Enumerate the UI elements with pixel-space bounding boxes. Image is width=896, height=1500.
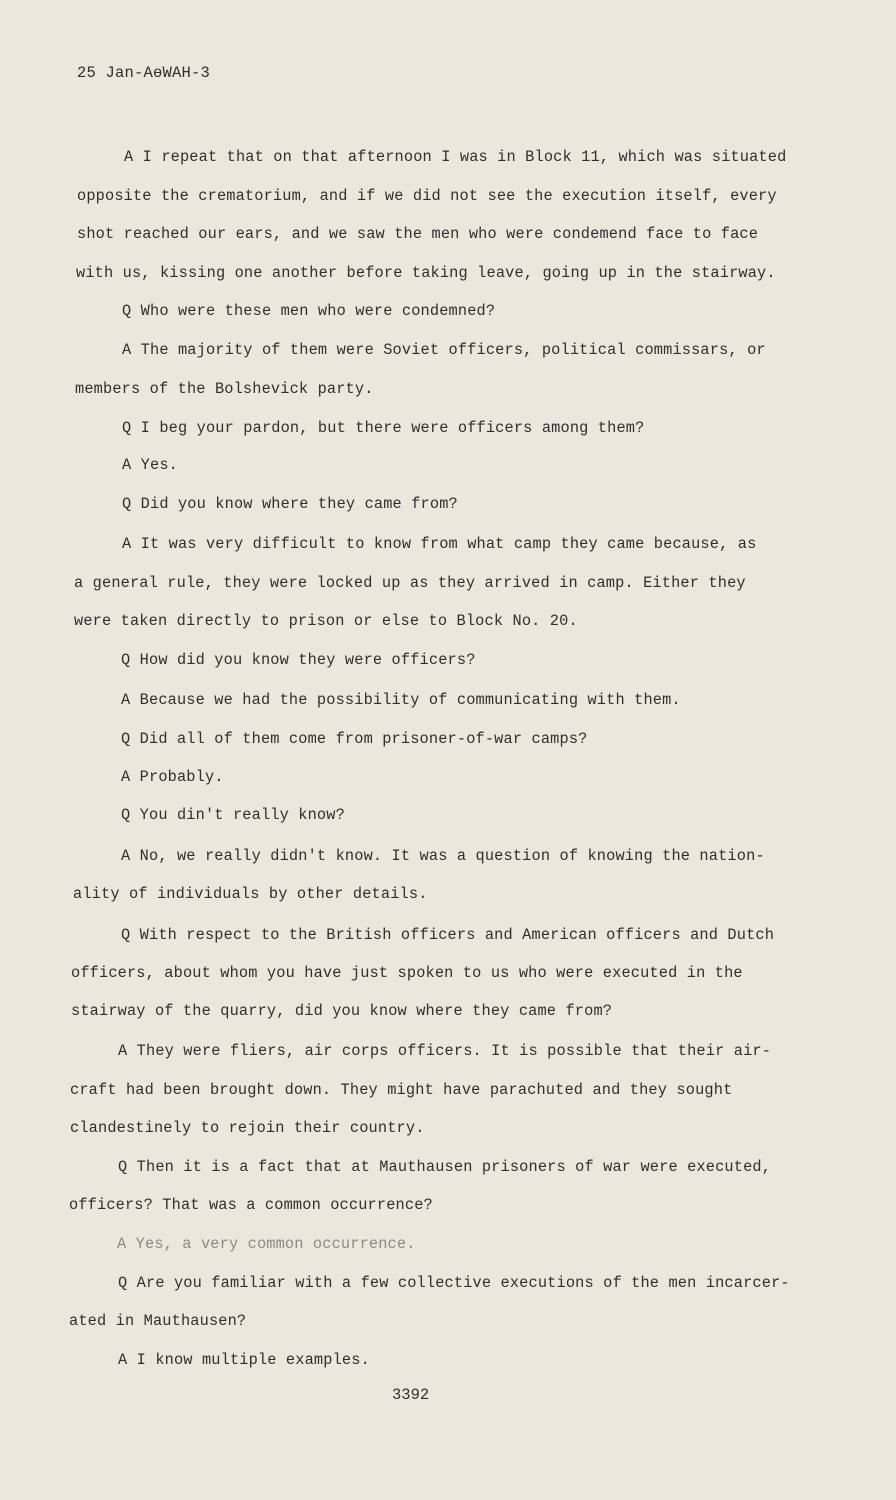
page-number: 3392 (392, 1386, 430, 1404)
text-line: were taken directly to prison or else to Block No. 20. (74, 612, 578, 630)
text-line: opposite the crematorium, and if we did not see the execution itself, every (77, 187, 777, 205)
text-line: A They were fliers, air corps officers. It is possible that their air- (118, 1042, 772, 1060)
text-line: Q Did all of them come from prisoner-of-war camps? (121, 730, 588, 748)
text-line: A I repeat that on that afternoon I was in Block 11, which was situated (124, 148, 787, 166)
text-line: shot reached our ears, and we saw the men who were condemend face to face (77, 225, 759, 243)
text-line: Q I beg your pardon, but there were officers among them? (122, 419, 645, 437)
text-line: A I know multiple examples. (118, 1351, 370, 1369)
text-line: Q Then it is a fact that at Mauthausen prisoners of war were executed, (118, 1158, 772, 1176)
text-line: Q How did you know they were officers? (121, 651, 476, 669)
text-line: ality of individuals by other details. (73, 885, 428, 903)
text-line: members of the Bolshevick party. (75, 380, 374, 398)
text-line: Q Are you familiar with a few collective executions of the men incarcer- (118, 1274, 790, 1292)
text-line: A Because we had the possibility of communicating with them. (121, 691, 681, 709)
text-line: Q With respect to the British officers and American officers and Dutch (121, 926, 775, 944)
text-line: A Yes, a very common occurrence. (117, 1235, 416, 1253)
page-header: 25 Jan-AɵWAH-3 (77, 64, 211, 82)
text-line: officers? That was a common occurrence? (69, 1196, 433, 1214)
text-line: Q You din't really know? (121, 806, 345, 824)
text-line: stairway of the quarry, did you know where they came from? (71, 1002, 613, 1020)
text-line: ated in Mauthausen? (69, 1312, 247, 1330)
text-line: Q Who were these men who were condemned? (122, 302, 496, 320)
text-line: craft had been brought down. They might have parachuted and they sought (70, 1081, 733, 1099)
text-line: A No, we really didn't know. It was a question of knowing the nation- (121, 847, 765, 865)
text-line: A The majority of them were Soviet officers, political commissars, or (122, 341, 766, 359)
text-line: officers, about whom you have just spoken to us who were executed in the (71, 964, 743, 982)
text-line: Q Did you know where they came from? (122, 495, 458, 513)
text-line: A It was very difficult to know from what camp they came because, as (122, 535, 757, 553)
text-line: a general rule, they were locked up as they arrived in camp. Either they (74, 574, 746, 592)
text-line: with us, kissing one another before taking leave, going up in the stairway. (76, 264, 776, 282)
text-line: A Probably. (121, 768, 224, 786)
text-line: clandestinely to rejoin their country. (70, 1119, 425, 1137)
text-line: A Yes. (122, 456, 178, 474)
